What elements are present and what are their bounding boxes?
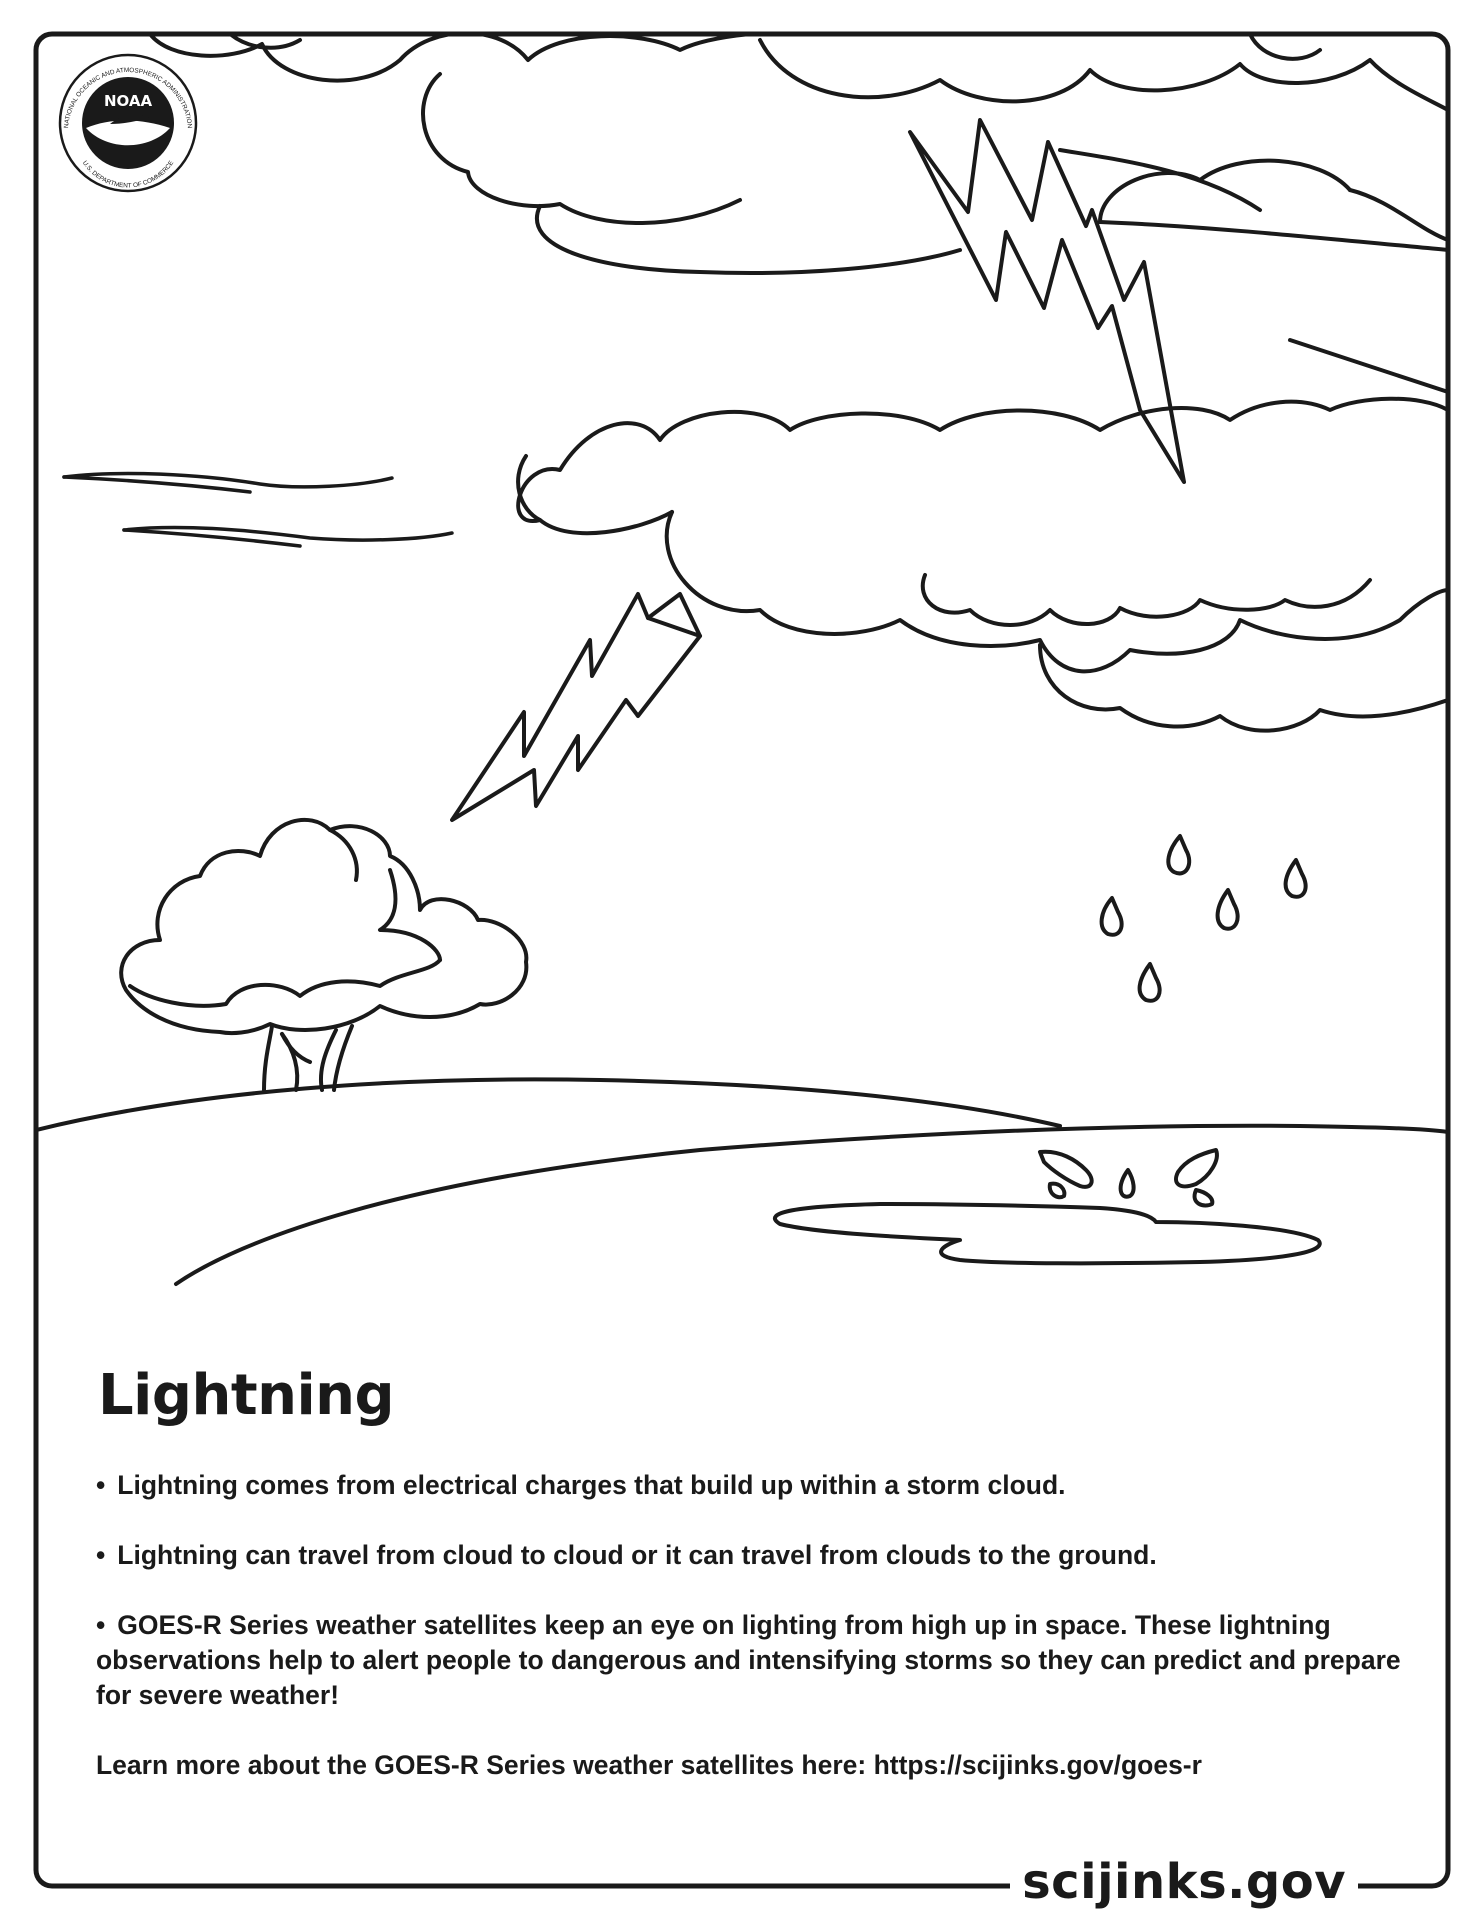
- fact-text: Lightning comes from electrical charges that build up within a storm cloud.: [117, 1470, 1066, 1500]
- noaa-logo-name: NOAA: [103, 92, 153, 110]
- fact-text: GOES-R Series weather satellites keep an eye on lighting from high up in space. These lightning observations help to alert people to dangerous and intensifying storms so they can predict and prepare for severe weather!: [96, 1610, 1401, 1710]
- fact-item: [96, 1468, 1416, 1503]
- puddle-icon: [775, 1150, 1320, 1263]
- learn-more-text: Learn more about the GOES-R Series weather satellites here: https://scijinks.gov/goes-r: [96, 1750, 1202, 1780]
- noaa-logo-ring-top: NATIONAL OCEANIC AND ATMOSPHERIC ADMINISTRATION: [63, 66, 193, 129]
- tree-icon: [121, 820, 526, 1090]
- noaa-logo-ring-bottom: U.S. DEPARTMENT OF COMMERCE: [80, 159, 176, 190]
- top-storm-cloud-icon: [150, 33, 1448, 273]
- wind-line-icon: [64, 473, 452, 546]
- bullet-icon: •: [96, 1470, 106, 1500]
- bullet-icon: •: [96, 1540, 106, 1570]
- fact-item: [96, 1538, 1416, 1573]
- main-storm-cloud-icon: [518, 340, 1448, 731]
- raindrop-icon: [1102, 836, 1306, 1001]
- footer-site-url: scijinks.gov: [1010, 1858, 1358, 1906]
- bullet-icon: •: [96, 1610, 106, 1640]
- lightning-bolt-icon: [452, 594, 700, 820]
- fact-item: [96, 1608, 1416, 1713]
- fact-text: Lightning can travel from cloud to cloud or it can travel from clouds to the ground.: [117, 1540, 1157, 1570]
- lightning-bolt-icon: [910, 120, 1184, 482]
- hill-icon: [36, 1079, 1448, 1284]
- page-title: Lightning: [98, 1363, 395, 1428]
- noaa-logo: [60, 55, 196, 191]
